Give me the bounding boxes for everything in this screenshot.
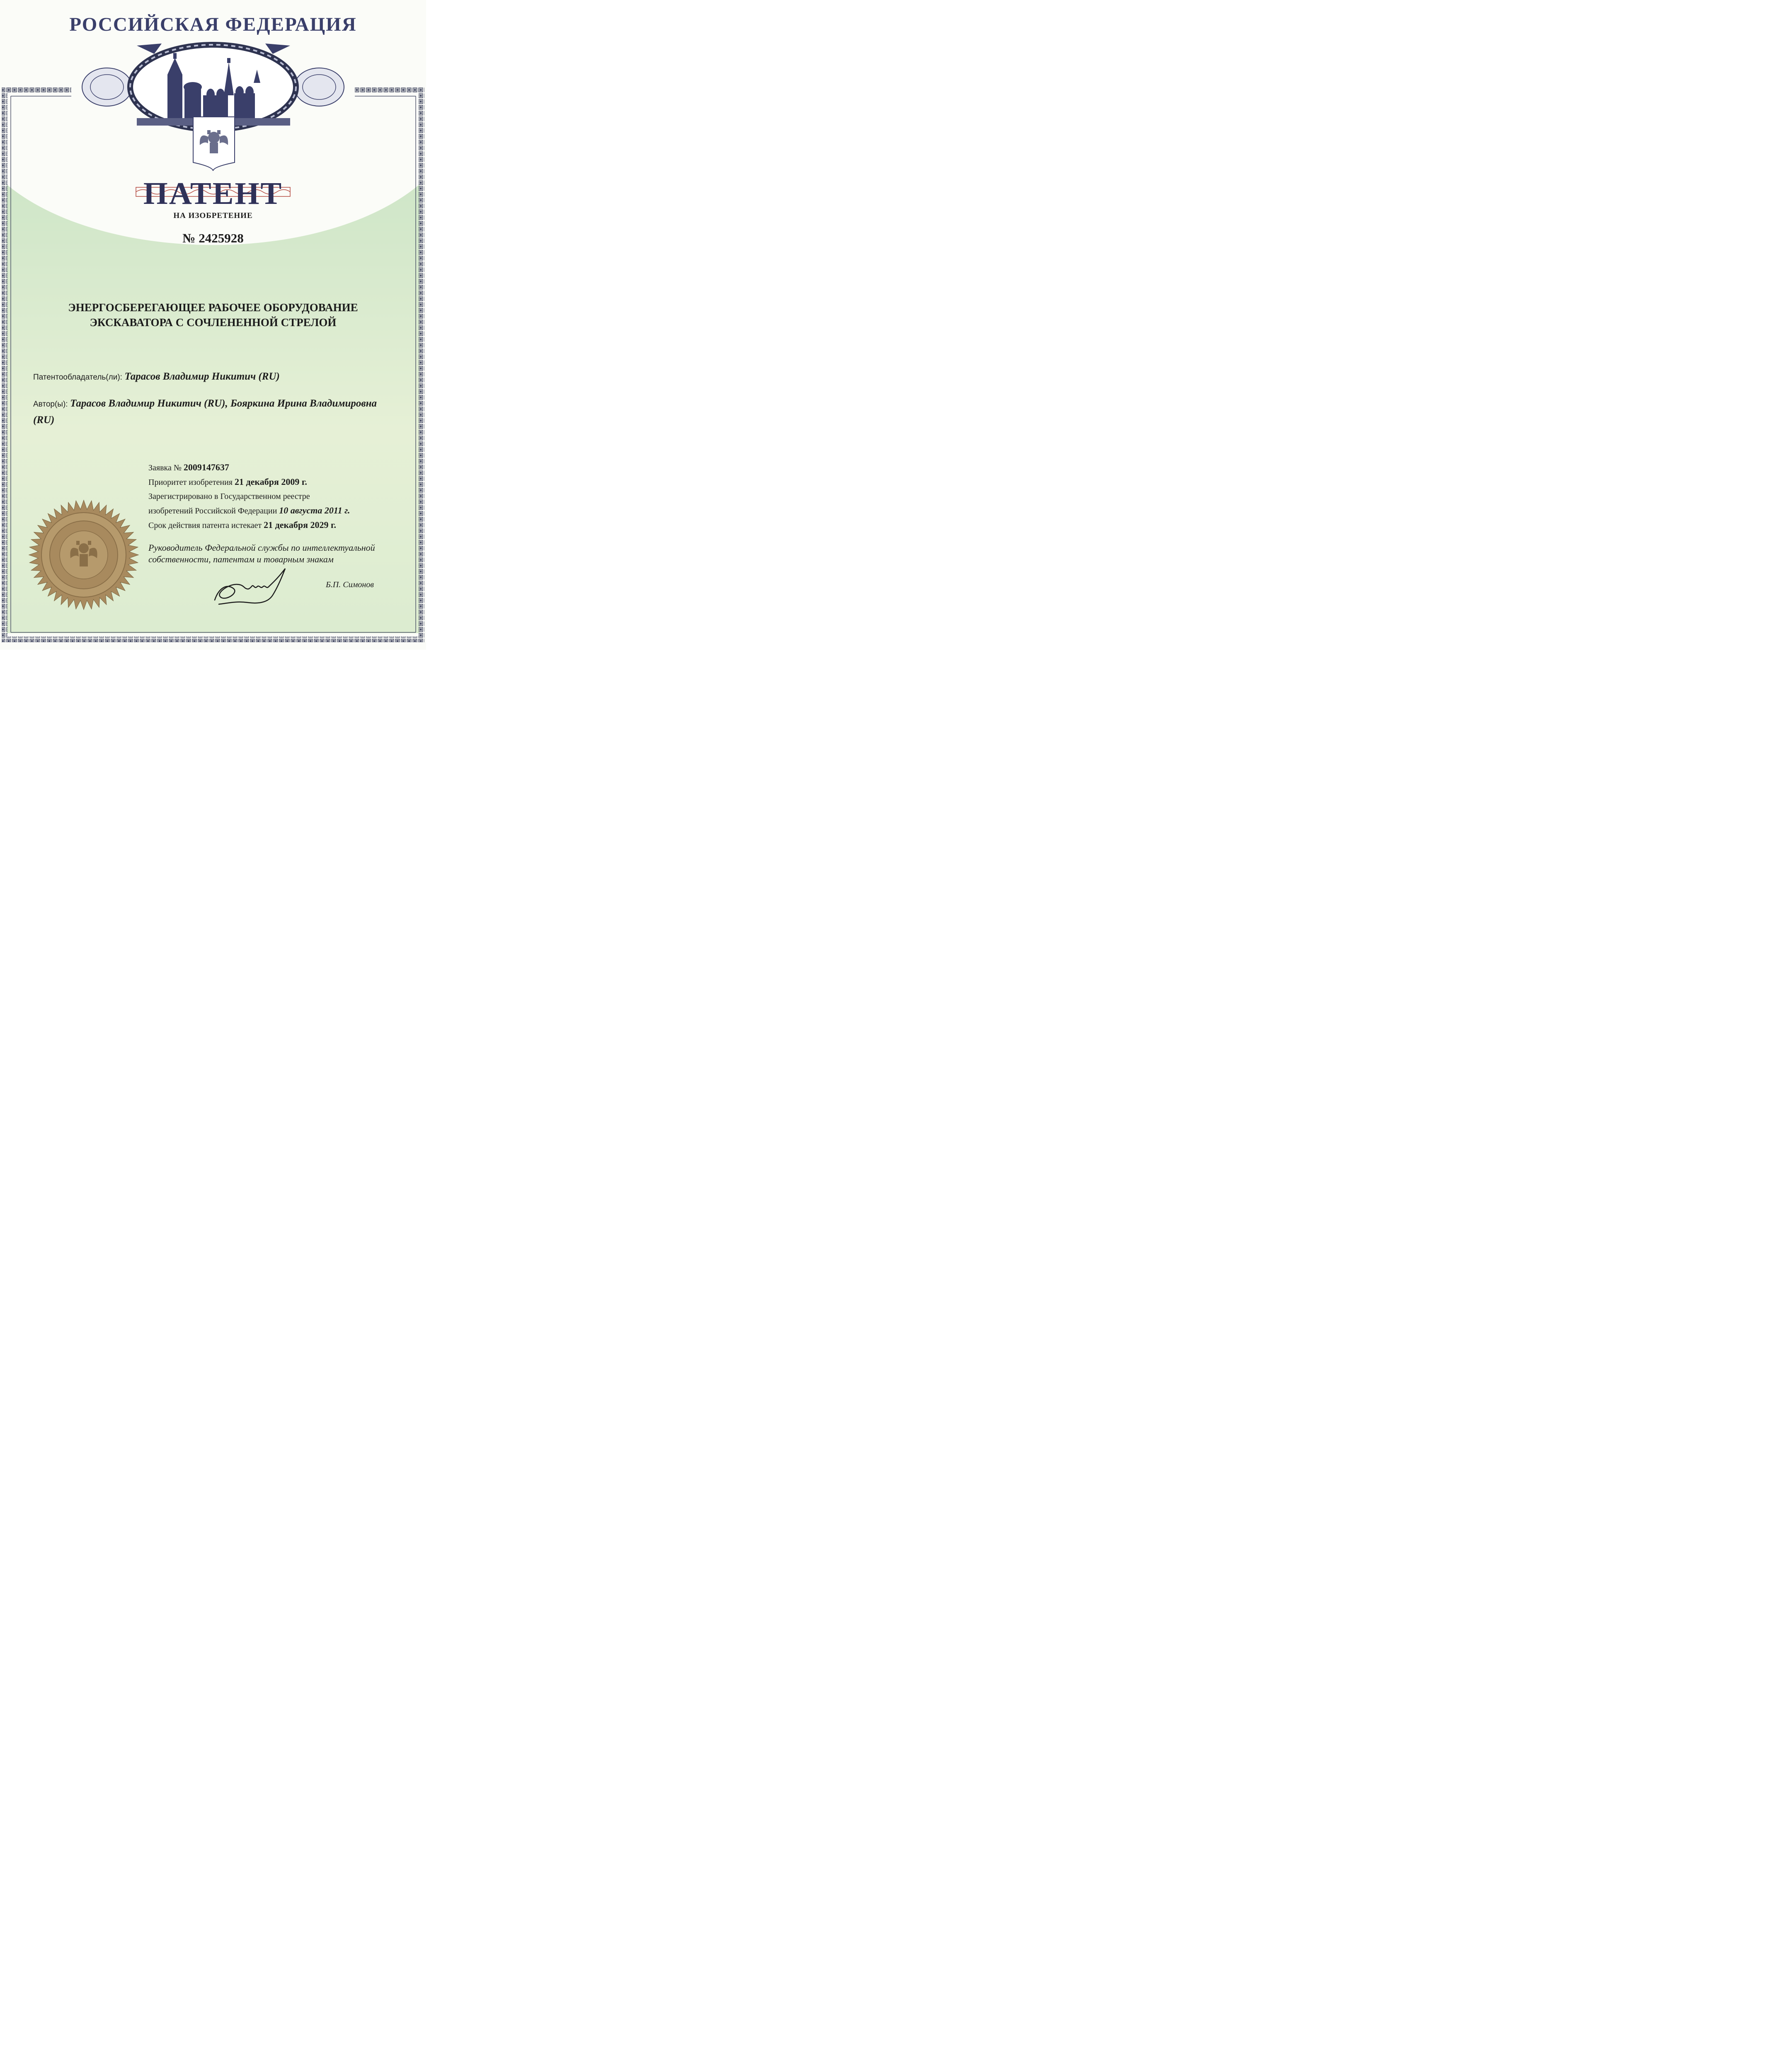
invention-title bbox=[33, 300, 393, 330]
authors-label: Автор(ы): bbox=[33, 400, 68, 409]
authors-value: Тарасов Владимир Никитич (RU), Бояркина Ирина Владимировна (RU) bbox=[33, 398, 377, 426]
priority-row bbox=[148, 475, 350, 489]
gold-seal bbox=[28, 499, 139, 610]
priority-label: Приоритет изобретения bbox=[148, 478, 233, 487]
signature bbox=[211, 563, 302, 608]
invention-title-line1: ЭНЕРГОСБЕРЕГАЮЩЕЕ РАБОЧЕЕ ОБОРУДОВАНИЕ bbox=[68, 301, 358, 314]
expiry-date: 21 декабря 2029 г. bbox=[264, 520, 337, 530]
registered-label-line1: Зарегистрировано в Государственном реестре bbox=[148, 492, 310, 501]
signatory-title-line1: Руководитель Федеральной службы по интеллектуальной bbox=[148, 542, 375, 553]
priority-date: 21 декабря 2009 г. bbox=[234, 477, 307, 487]
document-title: ПАТЕНТ bbox=[143, 176, 283, 211]
application-label: Заявка № bbox=[148, 463, 182, 472]
holder-label: Патентообладатель(ли): bbox=[33, 373, 122, 382]
holder-value: Тарасов Владимир Никитич (RU) bbox=[124, 371, 280, 382]
signatory-title-line2: собственности, патентам и товарным знакам bbox=[148, 554, 334, 564]
patent-certificate bbox=[0, 0, 426, 650]
country-heading: РОССИЙСКАЯ ФЕДЕРАЦИЯ bbox=[69, 14, 357, 35]
patent-number: № 2425928 bbox=[182, 231, 244, 245]
registered-row bbox=[148, 503, 350, 518]
registered-label-line2: изобретений Российской Федерации bbox=[148, 506, 277, 516]
application-number: 2009147637 bbox=[183, 462, 229, 472]
authors bbox=[33, 396, 390, 428]
signatory-name: Б.П. Симонов bbox=[326, 580, 374, 589]
patent-holder bbox=[33, 371, 280, 382]
registered-date: 10 августа 2011 г. bbox=[279, 505, 350, 516]
signatory-title bbox=[148, 542, 375, 565]
document-subtitle: НА ИЗОБРЕТЕНИЕ bbox=[173, 211, 253, 220]
expiry-label: Срок действия патента истекает bbox=[148, 521, 262, 530]
expiry-row bbox=[148, 518, 350, 533]
application-number-row bbox=[148, 460, 350, 475]
application-info bbox=[148, 460, 350, 533]
invention-title-line2: ЭКСКАВАТОРА С СОЧЛЕНЕННОЙ СТРЕЛОЙ bbox=[90, 316, 337, 329]
